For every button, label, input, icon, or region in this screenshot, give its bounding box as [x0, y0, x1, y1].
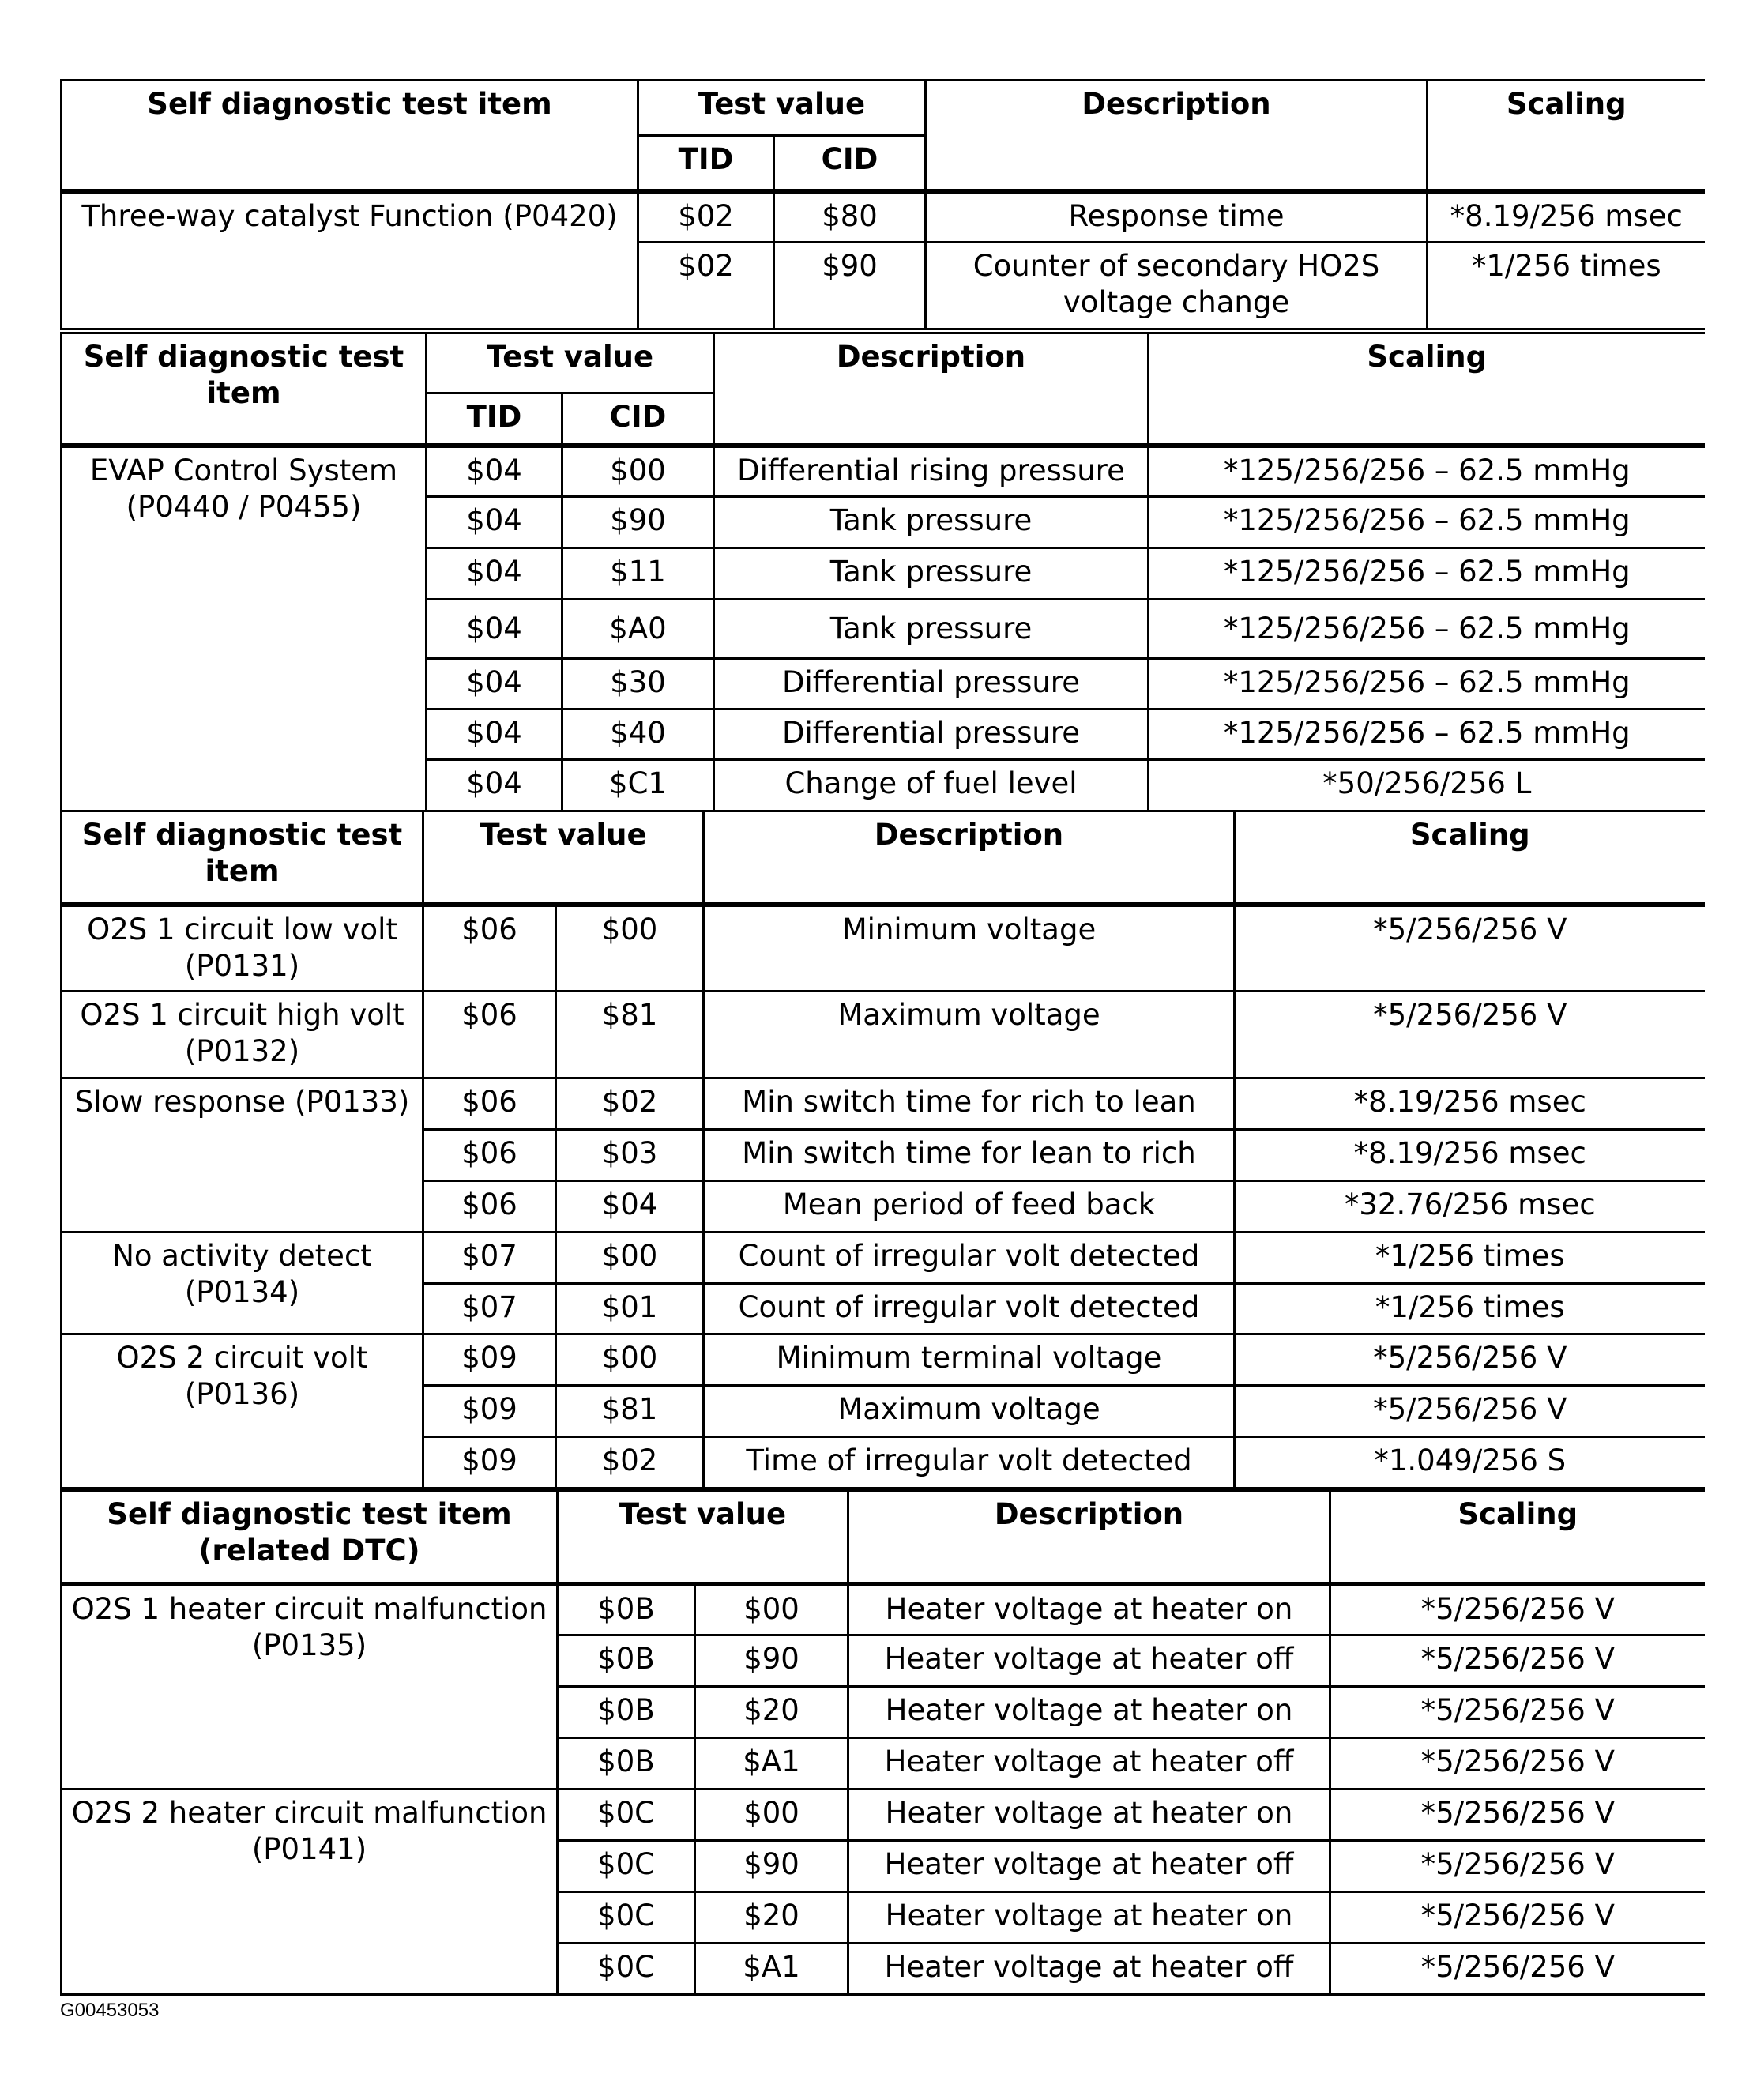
- cid-cell: $01: [556, 1284, 704, 1334]
- description-cell: Differential pressure: [714, 659, 1149, 709]
- tid-cell: $07: [423, 1233, 556, 1284]
- cid-cell: $02: [556, 1437, 704, 1488]
- cid-cell: $02: [556, 1078, 704, 1130]
- header-test-value: Test value: [423, 811, 704, 905]
- scaling-cell: *5/256/256 V: [1330, 1790, 1705, 1841]
- description-cell: Maximum voltage: [704, 992, 1235, 1078]
- description-cell: Count of irregular volt detected: [704, 1284, 1235, 1334]
- cid-cell: $20: [695, 1687, 848, 1738]
- scaling-cell: *8.19/256 msec: [1235, 1130, 1705, 1181]
- description-cell: Heater voltage at heater on: [848, 1892, 1330, 1944]
- table-o2s-heater: [60, 1489, 1705, 1996]
- tid-cell: $0C: [558, 1892, 695, 1944]
- cid-cell: $A0: [562, 600, 714, 659]
- item-cell: O2S 1 circuit high volt (P0132): [62, 992, 423, 1078]
- cid-cell: $00: [556, 1233, 704, 1284]
- scaling-cell: *5/256/256 V: [1330, 1584, 1705, 1635]
- header-cid: CID: [774, 136, 926, 191]
- cid-cell: $80: [774, 191, 926, 243]
- description-cell: Differential rising pressure: [714, 446, 1149, 497]
- tid-cell: $0C: [558, 1944, 695, 1995]
- description-cell: Maximum voltage: [704, 1386, 1235, 1437]
- tid-cell: $0C: [558, 1841, 695, 1892]
- cid-cell: $00: [556, 1334, 704, 1386]
- item-cell: O2S 2 heater circuit malfunction (P0141): [62, 1790, 558, 1995]
- tid-cell: $02: [638, 243, 774, 329]
- header-test-value: Test value: [558, 1491, 848, 1584]
- header-item: Self diagnostic test item (related DTC): [62, 1491, 558, 1584]
- tid-cell: $06: [423, 905, 556, 992]
- description-cell: Heater voltage at heater off: [848, 1841, 1330, 1892]
- cid-cell: $A1: [695, 1738, 848, 1790]
- header-description: Description: [926, 81, 1428, 191]
- header-scaling: Scaling: [1330, 1491, 1705, 1584]
- scaling-cell: *5/256/256 V: [1330, 1738, 1705, 1790]
- cid-cell: $90: [562, 497, 714, 548]
- cid-cell: $20: [695, 1892, 848, 1944]
- description-cell: Response time: [926, 191, 1428, 243]
- cid-cell: $90: [695, 1635, 848, 1687]
- description-cell: Min switch time for lean to rich: [704, 1130, 1235, 1181]
- scaling-cell: *5/256/256 V: [1330, 1944, 1705, 1995]
- table-o2s-circuit: [60, 810, 1705, 1489]
- tid-cell: $0C: [558, 1790, 695, 1841]
- description-cell: Heater voltage at heater off: [848, 1635, 1330, 1687]
- description-cell: Heater voltage at heater off: [848, 1738, 1330, 1790]
- tid-cell: $06: [423, 1130, 556, 1181]
- cid-cell: $40: [562, 709, 714, 760]
- scaling-cell: *1/256 times: [1428, 243, 1705, 329]
- item-cell: Three-way catalyst Function (P0420): [62, 191, 638, 329]
- description-cell: Min switch time for rich to lean: [704, 1078, 1235, 1130]
- header-scaling: Scaling: [1149, 333, 1705, 446]
- description-cell: Heater voltage at heater on: [848, 1687, 1330, 1738]
- item-cell: Slow response (P0133): [62, 1078, 423, 1233]
- tid-cell: $09: [423, 1437, 556, 1488]
- cid-cell: $04: [556, 1181, 704, 1233]
- scaling-cell: *8.19/256 msec: [1235, 1078, 1705, 1130]
- cid-cell: $A1: [695, 1944, 848, 1995]
- header-description: Description: [714, 333, 1149, 446]
- tid-cell: $0B: [558, 1584, 695, 1635]
- scaling-cell: *125/256/256 – 62.5 mmHg: [1149, 497, 1705, 548]
- table-three-way-catalyst: [60, 79, 1705, 330]
- scaling-cell: *5/256/256 V: [1235, 992, 1705, 1078]
- scaling-cell: *125/256/256 – 62.5 mmHg: [1149, 659, 1705, 709]
- cid-cell: $00: [556, 905, 704, 992]
- scaling-cell: *1.049/256 S: [1235, 1437, 1705, 1488]
- header-test-value: Test value: [427, 333, 714, 393]
- description-cell: Minimum terminal voltage: [704, 1334, 1235, 1386]
- scaling-cell: *5/256/256 V: [1330, 1687, 1705, 1738]
- header-item: Self diagnostic test item: [62, 81, 638, 191]
- tid-cell: $04: [427, 446, 562, 497]
- scaling-cell: *125/256/256 – 62.5 mmHg: [1149, 446, 1705, 497]
- description-cell: Tank pressure: [714, 497, 1149, 548]
- table-evap-control: [60, 332, 1705, 812]
- header-item: Self diagnostic test item: [62, 333, 427, 446]
- header-description: Description: [848, 1491, 1330, 1584]
- scaling-cell: *5/256/256 V: [1330, 1635, 1705, 1687]
- header-item: Self diagnostic test item: [62, 811, 423, 905]
- description-cell: Mean period of feed back: [704, 1181, 1235, 1233]
- scaling-cell: *32.76/256 msec: [1235, 1181, 1705, 1233]
- tid-cell: $04: [427, 659, 562, 709]
- description-cell: Change of fuel level: [714, 760, 1149, 811]
- cid-cell: $81: [556, 992, 704, 1078]
- description-cell: Differential pressure: [714, 709, 1149, 760]
- description-cell: Tank pressure: [714, 600, 1149, 659]
- scaling-cell: *5/256/256 V: [1330, 1892, 1705, 1944]
- tid-cell: $06: [423, 1181, 556, 1233]
- cid-cell: $90: [695, 1841, 848, 1892]
- scaling-cell: *1/256 times: [1235, 1284, 1705, 1334]
- tid-cell: $09: [423, 1334, 556, 1386]
- cid-cell: $C1: [562, 760, 714, 811]
- tid-cell: $0B: [558, 1687, 695, 1738]
- scaling-cell: *1/256 times: [1235, 1233, 1705, 1284]
- tid-cell: $04: [427, 760, 562, 811]
- cid-cell: $81: [556, 1386, 704, 1437]
- description-cell: Minimum voltage: [704, 905, 1235, 992]
- description-cell: Counter of secondary HO2S voltage change: [926, 243, 1428, 329]
- scaling-cell: *125/256/256 – 62.5 mmHg: [1149, 600, 1705, 659]
- header-scaling: Scaling: [1428, 81, 1705, 191]
- tid-cell: $07: [423, 1284, 556, 1334]
- scaling-cell: *8.19/256 msec: [1428, 191, 1705, 243]
- cid-cell: $00: [562, 446, 714, 497]
- header-test-value: Test value: [638, 81, 926, 136]
- tid-cell: $02: [638, 191, 774, 243]
- item-cell: O2S 2 circuit volt (P0136): [62, 1334, 423, 1488]
- tid-cell: $0B: [558, 1635, 695, 1687]
- scaling-cell: *5/256/256 V: [1235, 1334, 1705, 1386]
- scaling-cell: *5/256/256 V: [1330, 1841, 1705, 1892]
- cid-cell: $00: [695, 1584, 848, 1635]
- description-cell: Heater voltage at heater off: [848, 1944, 1330, 1995]
- scaling-cell: *5/256/256 V: [1235, 1386, 1705, 1437]
- header-tid: TID: [427, 393, 562, 446]
- tid-cell: $04: [427, 600, 562, 659]
- description-cell: Time of irregular volt detected: [704, 1437, 1235, 1488]
- header-description: Description: [704, 811, 1235, 905]
- header-cid: CID: [562, 393, 714, 446]
- item-cell: O2S 1 circuit low volt (P0131): [62, 905, 423, 992]
- description-cell: Tank pressure: [714, 548, 1149, 600]
- header-scaling: Scaling: [1235, 811, 1705, 905]
- scaling-cell: *125/256/256 – 62.5 mmHg: [1149, 709, 1705, 760]
- item-cell: EVAP Control System (P0440 / P0455): [62, 446, 427, 811]
- tid-cell: $06: [423, 1078, 556, 1130]
- tid-cell: $06: [423, 992, 556, 1078]
- cid-cell: $00: [695, 1790, 848, 1841]
- scaling-cell: *50/256/256 L: [1149, 760, 1705, 811]
- tid-cell: $04: [427, 497, 562, 548]
- scaling-cell: *5/256/256 V: [1235, 905, 1705, 992]
- cid-cell: $03: [556, 1130, 704, 1181]
- item-cell: No activity detect (P0134): [62, 1233, 423, 1334]
- tid-cell: $09: [423, 1386, 556, 1437]
- tid-cell: $04: [427, 709, 562, 760]
- cid-cell: $11: [562, 548, 714, 600]
- description-cell: Count of irregular volt detected: [704, 1233, 1235, 1284]
- figure-id: G00453053: [60, 2000, 160, 2021]
- tid-cell: $0B: [558, 1738, 695, 1790]
- cid-cell: $30: [562, 659, 714, 709]
- description-cell: Heater voltage at heater on: [848, 1584, 1330, 1635]
- item-cell: O2S 1 heater circuit malfunction (P0135): [62, 1584, 558, 1790]
- scaling-cell: *125/256/256 – 62.5 mmHg: [1149, 548, 1705, 600]
- cid-cell: $90: [774, 243, 926, 329]
- tid-cell: $04: [427, 548, 562, 600]
- header-tid: TID: [638, 136, 774, 191]
- description-cell: Heater voltage at heater on: [848, 1790, 1330, 1841]
